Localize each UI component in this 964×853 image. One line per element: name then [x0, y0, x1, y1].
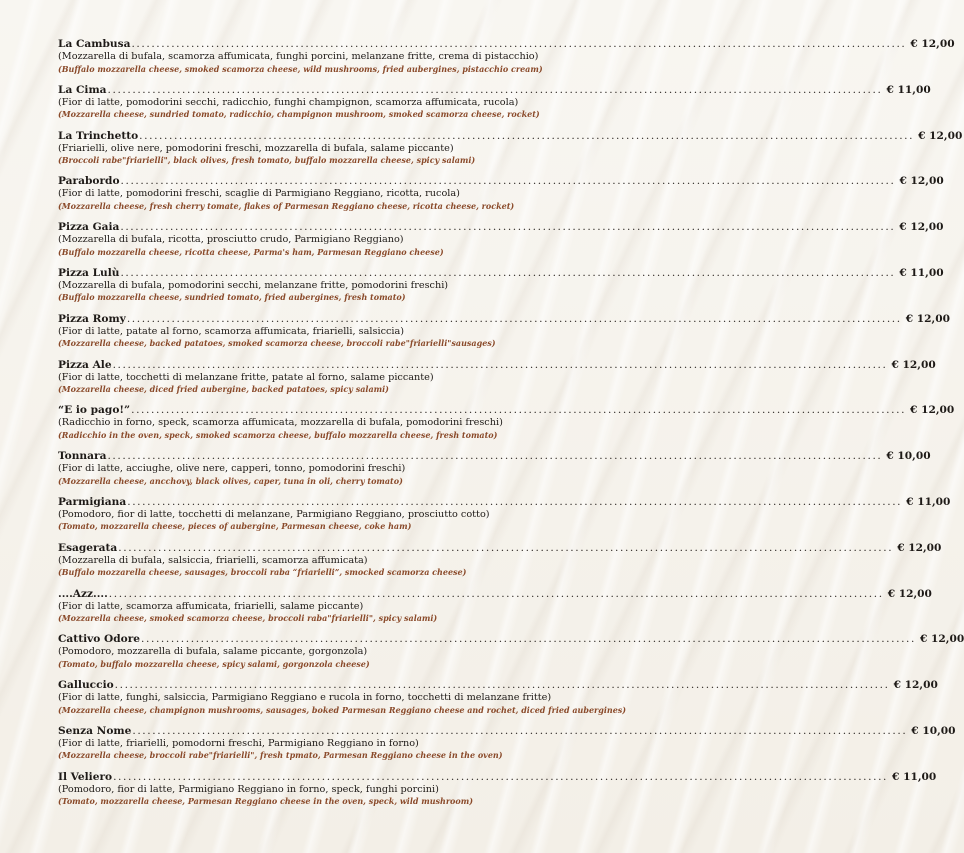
- item-english-description: (Mozzarella cheese, sundried tomato, radicchio, champignon mushroom, smoked scamorza cheese, rocket): [58, 109, 540, 120]
- item-name: La Cima: [58, 83, 107, 96]
- dot-leader: ............................................................................................................................................................: [126, 312, 902, 325]
- item-header-row: [58, 403, 955, 417]
- item-name: Cattivo Odore: [58, 633, 141, 646]
- item-english-description: (Mozzarella cheese, diced fried aubergine, backed patatoes, spicy salami): [58, 384, 389, 395]
- item-name: La Trinchetto: [58, 129, 139, 142]
- item-ingredients: (Radicchio in forno, speck, scamorza affumicata, mozzarella di bufala, pomodorini freschi): [58, 417, 503, 429]
- menu-item-tonnara: [58, 449, 931, 495]
- item-ingredients: (Fior di latte, friarielli, pomodorni freschi, Parmigiano Reggiano in forno): [58, 737, 419, 749]
- item-name: “E io pago!”: [58, 404, 131, 417]
- menu-item-azz: [58, 587, 932, 633]
- menu-item-pizza-gaia: [58, 220, 944, 266]
- item-english-description: (Buffalo mozzarella cheese, sausages, broccoli raba “friarielli”, smocked scamorza cheese): [58, 567, 467, 578]
- item-price: € 12,00: [893, 679, 938, 692]
- item-header-row: [58, 495, 951, 509]
- dot-leader: ............................................................................................................................................................: [120, 175, 896, 188]
- item-price: € 12,00: [919, 633, 964, 646]
- item-ingredients: (Mozzarella di bufala, ricotta, prosciutto crudo, Parmigiano Reggiano): [58, 234, 404, 246]
- item-name: Pizza Lulù: [58, 266, 120, 279]
- item-header-row: [58, 587, 932, 601]
- item-ingredients: (Fior di latte, funghi, salsiccia, Parmigiano Reggiano e rucola in forno, tocchetti di melanzane fritte): [58, 692, 552, 704]
- menu-item-parmigiana: [58, 495, 951, 541]
- item-ingredients: (Pomodoro, fior di latte, tocchetti di melanzane, Parmigiano Reggiano, prosciutto cotto): [58, 508, 490, 520]
- item-ingredients: (Fior di latte, acciughe, olive nere, capperi, tonno, pomodorini freschi): [58, 463, 406, 475]
- item-english-description: (Mozzarella cheese, ancchovy, black olives, caper, tuna in oli, cherry tomato): [58, 475, 403, 486]
- item-header-row: [58, 770, 937, 784]
- dot-leader: ............................................................................................................................................................: [107, 450, 883, 463]
- item-price: € 12,00: [918, 129, 963, 142]
- item-english-description: (Buffalo mozzarella cheese, ricotta cheese, Parma's ham, Parmesan Reggiano cheese): [58, 246, 444, 257]
- item-name: ....Azz....: [58, 587, 108, 600]
- item-header-row: [58, 632, 964, 646]
- item-name: Pizza Gaia: [58, 221, 120, 234]
- menu-item-pizza-lulu: [58, 266, 944, 312]
- item-price: € 11,00: [892, 770, 937, 783]
- dot-leader: ............................................................................................................................................................: [139, 129, 915, 142]
- item-ingredients: (Mozzarella di bufala, pomodorini secchi, melanzane fritte, pomodorini freschi): [58, 279, 449, 291]
- item-header-row: [58, 37, 955, 51]
- item-header-row: [58, 312, 950, 326]
- item-ingredients: (Fior di latte, scamorza affumicata, friarielli, salame piccante): [58, 600, 364, 612]
- dot-leader: ............................................................................................................................................................: [112, 358, 888, 371]
- item-header-row: [58, 220, 944, 234]
- item-name: Pizza Ale: [58, 358, 112, 371]
- item-name: Parmigiana: [58, 495, 127, 508]
- item-english-description: (Tomato, mozzarella cheese, Parmesan Reggiano cheese in the oven, speck, wild mushroom): [58, 796, 473, 807]
- menu-item-senza-nome: [58, 724, 956, 770]
- item-price: € 12,00: [910, 38, 955, 50]
- item-header-row: [58, 678, 938, 692]
- item-price: € 12,00: [887, 587, 932, 600]
- item-header-row: [58, 266, 944, 280]
- item-english-description: (Mozzarella cheese, smoked scamorza cheese, broccoli raba"friarielli", spicy salami): [58, 613, 438, 624]
- item-ingredients: (Fior di latte, patate al forno, scamorza affumicata, friarielli, salsiccia): [58, 325, 405, 337]
- item-name: Galluccio: [58, 679, 114, 692]
- menu-item-galluccio: [58, 678, 938, 724]
- dot-leader: ............................................................................................................................................................: [107, 83, 883, 96]
- item-header-row: [58, 83, 931, 97]
- item-price: € 11,00: [899, 266, 944, 279]
- item-english-description: (Mozzarella cheese, champignon mushrooms, sausages, boked Parmesan Reggiano cheese and rochet, diced fried aubergines): [58, 704, 627, 715]
- menu-item-parabordo: [58, 174, 944, 220]
- menu-page: [58, 37, 964, 816]
- item-price: € 10,00: [886, 450, 931, 463]
- item-english-description: (Buffalo mozzarella cheese, sundried tomato, fried aubergines, fresh tomato): [58, 292, 406, 303]
- menu-item-la-cima: [58, 83, 931, 129]
- dot-leader: ............................................................................................................................................................: [120, 266, 896, 279]
- item-header-row: [58, 129, 963, 143]
- dot-leader: ............................................................................................................................................................: [132, 724, 908, 737]
- item-name: Senza Nome: [58, 724, 132, 737]
- dot-leader: ............................................................................................................................................................: [131, 38, 907, 50]
- item-ingredients: (Friarielli, olive nere, pomodorini freschi, mozzarella di bufala, salame piccante): [58, 142, 454, 154]
- item-ingredients: (Mozzarella di bufala, salsiccia, friarielli, scamorza affumicata): [58, 554, 368, 566]
- item-header-row: [58, 449, 931, 463]
- menu-item-esagerata: [58, 541, 942, 587]
- item-price: € 11,00: [886, 83, 931, 96]
- item-name: Pizza Romy: [58, 312, 126, 325]
- item-ingredients: (Fior di latte, pomodorini freschi, scaglie di Parmigiano Reggiano, ricotta, rucola): [58, 188, 460, 200]
- dot-leader: ............................................................................................................................................................: [108, 587, 884, 600]
- item-ingredients: (Pomodoro, fior di latte, Parmigiano Reggiano in forno, speck, funghi porcini): [58, 783, 439, 795]
- menu-item-cattivo-odore: [58, 632, 964, 678]
- item-price: € 12,00: [905, 312, 950, 325]
- item-name: Tonnara: [58, 450, 107, 463]
- item-ingredients: (Fior di latte, tocchetti di melanzane fritte, patate al forno, salame piccante): [58, 371, 434, 383]
- dot-leader: ............................................................................................................................................................: [118, 541, 894, 554]
- item-ingredients: (Mozzarella di bufala, scamorza affumicata, funghi porcini, melanzane fritte, crema di pistacchio): [58, 51, 539, 62]
- item-price: € 12,00: [891, 358, 936, 371]
- dot-leader: ............................................................................................................................................................: [120, 221, 896, 234]
- item-english-description: (Mozzarella cheese, broccoli rabe"friarielli", fresh tpmato, Parmesan Reggiano cheese in the oven): [58, 750, 503, 761]
- item-english-description: (Tomato, buffalo mozzarella cheese, spicy salami, gorgonzola cheese): [58, 658, 370, 669]
- item-english-description: (Broccoli rabe"friarielli", black olives, fresh tomato, buffalo mozzarella cheese, spicy salami): [58, 155, 476, 166]
- item-name: La Cambusa: [58, 38, 131, 50]
- item-ingredients: (Pomodoro, mozzarella di bufala, salame piccante, gorgonzola): [58, 646, 368, 658]
- item-name: Il Veliero: [58, 770, 113, 783]
- item-header-row: [58, 358, 936, 372]
- dot-leader: ............................................................................................................................................................: [131, 404, 907, 417]
- item-header-row: [58, 724, 956, 738]
- item-english-description: (Mozzarella cheese, backed patatoes, smoked scamorza cheese, broccoli rabe"friarielli"sausages): [58, 338, 496, 349]
- item-english-description: (Tomato, mozzarella cheese, pieces of aubergine, Parmesan cheese, coke ham): [58, 521, 412, 532]
- menu-item-la-cambusa: [58, 37, 955, 83]
- item-header-row: [58, 541, 942, 555]
- item-name: Parabordo: [58, 175, 120, 188]
- dot-leader: ............................................................................................................................................................: [113, 770, 889, 783]
- item-price: € 12,00: [899, 221, 944, 234]
- menu-item-pizza-ale: [58, 358, 936, 404]
- item-english-description: (Radicchio in the oven, speck, smoked scamorza cheese, buffalo mozzarella cheese, fresh tomato): [58, 429, 498, 440]
- dot-leader: ............................................................................................................................................................: [141, 633, 916, 646]
- menu-item-il-veliero: [58, 770, 937, 816]
- item-header-row: [58, 174, 944, 188]
- menu-item-la-trinchetto: [58, 129, 963, 175]
- dot-leader: ............................................................................................................................................................: [114, 679, 890, 692]
- item-price: € 10,00: [911, 724, 956, 737]
- dot-leader: ............................................................................................................................................................: [127, 495, 903, 508]
- item-english-description: (Mozzarella cheese, fresh cherry tomate, flakes of Parmesan Reggiano cheese, ricotta cheese, rocket): [58, 200, 515, 211]
- item-english-description: (Buffalo mozzarella cheese, smoked scamorza cheese, wild mushrooms, fried aubergines, pistacchio cream): [58, 63, 543, 74]
- item-price: € 12,00: [899, 175, 944, 188]
- menu-item-e-io-pago: [58, 403, 955, 449]
- item-name: Esagerata: [58, 541, 118, 554]
- menu-item-pizza-romy: [58, 312, 950, 358]
- item-price: € 11,00: [906, 495, 951, 508]
- item-ingredients: (Fior di latte, pomodorini secchi, radicchio, funghi champignon, scamorza affumicata, rucola): [58, 96, 519, 108]
- item-price: € 12,00: [910, 404, 955, 417]
- item-price: € 12,00: [897, 541, 942, 554]
